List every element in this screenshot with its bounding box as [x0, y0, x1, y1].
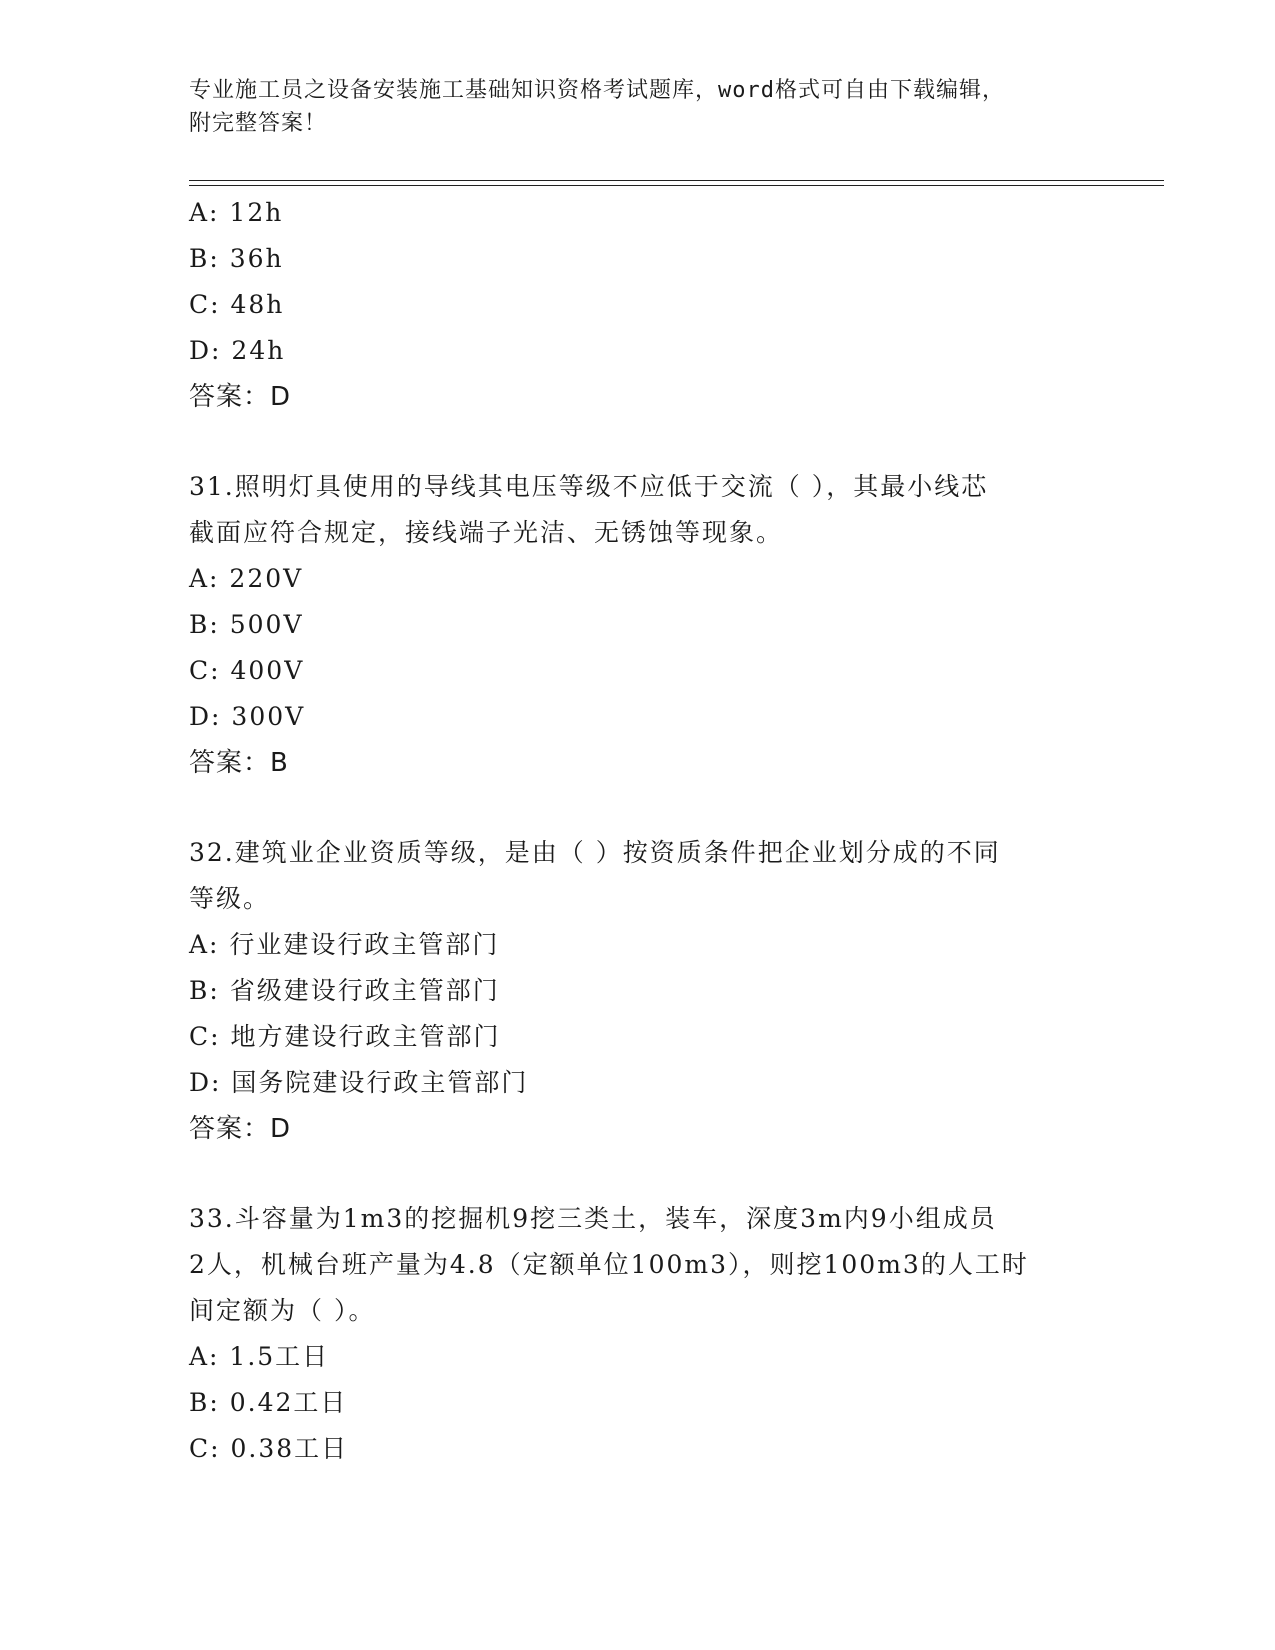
answer-line: 答案：D: [189, 382, 292, 412]
option-a: A: 12h: [189, 198, 284, 227]
option-b: B: 0.42工日: [189, 1388, 348, 1417]
question-31: [189, 464, 1089, 786]
header-line-1: 专业施工员之设备安装施工基础知识资格考试题库，word格式可自由下载编辑，: [189, 78, 1005, 103]
question-list: [189, 190, 1089, 1472]
question-stem-line: 2人，机械台班产量为4.8（定额单位100m3），则挖100m3的人工时: [189, 1250, 1029, 1279]
option-c: C: 400V: [189, 656, 305, 685]
question-stem-line: 32.建筑业企业资质等级，是由（ ）按资质条件把企业划分成的不同: [189, 838, 1001, 867]
header-divider-bottom: [189, 185, 1164, 186]
option-a: A: 220V: [189, 564, 304, 593]
question-block-continued: [189, 190, 1089, 420]
option-c: C: 48h: [189, 290, 285, 319]
answer-line: 答案：B: [189, 748, 289, 778]
option-d: D: 国务院建设行政主管部门: [189, 1068, 529, 1097]
option-d: D: 300V: [189, 702, 306, 731]
question-32: [189, 830, 1089, 1152]
option-c: C: 地方建设行政主管部门: [189, 1022, 501, 1051]
option-c: C: 0.38工日: [189, 1434, 349, 1463]
option-a: A: 行业建设行政主管部门: [189, 930, 500, 959]
option-d: D: 24h: [189, 336, 286, 365]
question-stem-line: 31.照明灯具使用的导线其电压等级不应低于交流（ ），其最小线芯: [189, 472, 989, 501]
option-b: B: 36h: [189, 244, 284, 273]
option-a: A: 1.5工日: [189, 1342, 330, 1371]
option-b: B: 500V: [189, 610, 304, 639]
option-b: B: 省级建设行政主管部门: [189, 976, 500, 1005]
question-stem-line: 截面应符合规定，接线端子光洁、无锈蚀等现象。: [189, 518, 784, 547]
question-33: [189, 1196, 1089, 1472]
header-divider-top: [189, 180, 1164, 181]
question-stem-line: 间定额为（ ）。: [189, 1296, 376, 1325]
answer-line: 答案：D: [189, 1114, 292, 1144]
document-header: [189, 74, 1089, 140]
header-line-2: 附完整答案！: [189, 111, 328, 136]
question-stem-line: 等级。: [189, 884, 271, 913]
question-stem-line: 33.斗容量为1m3的挖掘机9挖三类土，装车，深度3m内9小组成员: [189, 1204, 997, 1233]
